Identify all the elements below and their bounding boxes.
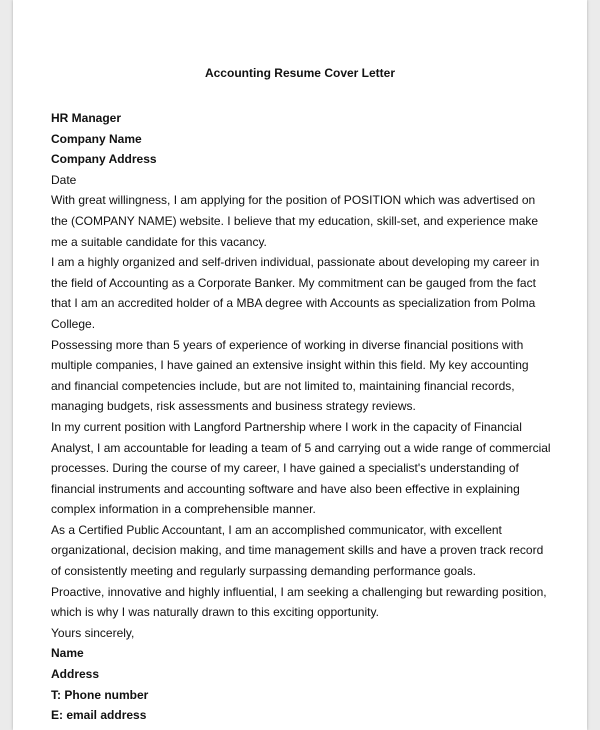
document-page: [13, 0, 587, 730]
signature-name: Name: [51, 646, 84, 661]
letter-body: [51, 108, 551, 726]
closing: Yours sincerely,: [51, 625, 135, 640]
paragraph-1: With great willingness, I am applying for the position of POSITION which was advertised on the (COMPANY NAME) website. I believe that my education, skill-set, and experience make me a suitable candidate for this vacancy.: [51, 193, 539, 249]
letter-date: Date: [51, 172, 77, 187]
paragraph-3: Possessing more than 5 years of experience of working in diverse financial positions with multiple companies, I have gained an extensive insight within this field. My key accounting and financial competencies include, but are not limited to, maintaining financial records, managing budgets, risk assessments and business strategy reviews.: [51, 337, 529, 414]
paragraph-4: In my current position with Langford Partnership where I work in the capacity of Financial Analyst, I am accountable for leading a team of 5 and carrying out a wide range of commercial processes. During the course of my career, I have gained a specialist's understanding of financial instruments and accounting software and have also been effective in explaining complex information in a comprehensible manner.: [51, 419, 551, 517]
recipient-line-1: HR Manager: [51, 111, 122, 125]
paragraph-6: Proactive, innovative and highly influential, I am seeking a challenging but rewarding position, which is why I was naturally drawn to this exciting opportunity.: [51, 584, 547, 620]
signature-phone: T: Phone number: [51, 687, 149, 702]
document-title: Accounting Resume Cover Letter: [204, 66, 396, 80]
recipient-line-3: Company Address: [51, 152, 157, 167]
signature-email: E: email address: [51, 708, 147, 723]
recipient-line-2: Company Name: [51, 131, 142, 146]
paragraph-2: I am a highly organized and self-driven individual, passionate about developing my career in the field of Accounting as a Corporate Banker. My commitment can be gauged from the fact that I am an accredited holder of a MBA degree with Accounts as specialization from Polma College.: [51, 255, 540, 331]
paragraph-5: As a Certified Public Accountant, I am an accomplished communicator, with excellent organizational, decision making, and time management skills and have a proven track record of consistently meeting and regularly surpassing demanding performance goals.: [51, 522, 544, 579]
signature-address: Address: [51, 667, 100, 682]
